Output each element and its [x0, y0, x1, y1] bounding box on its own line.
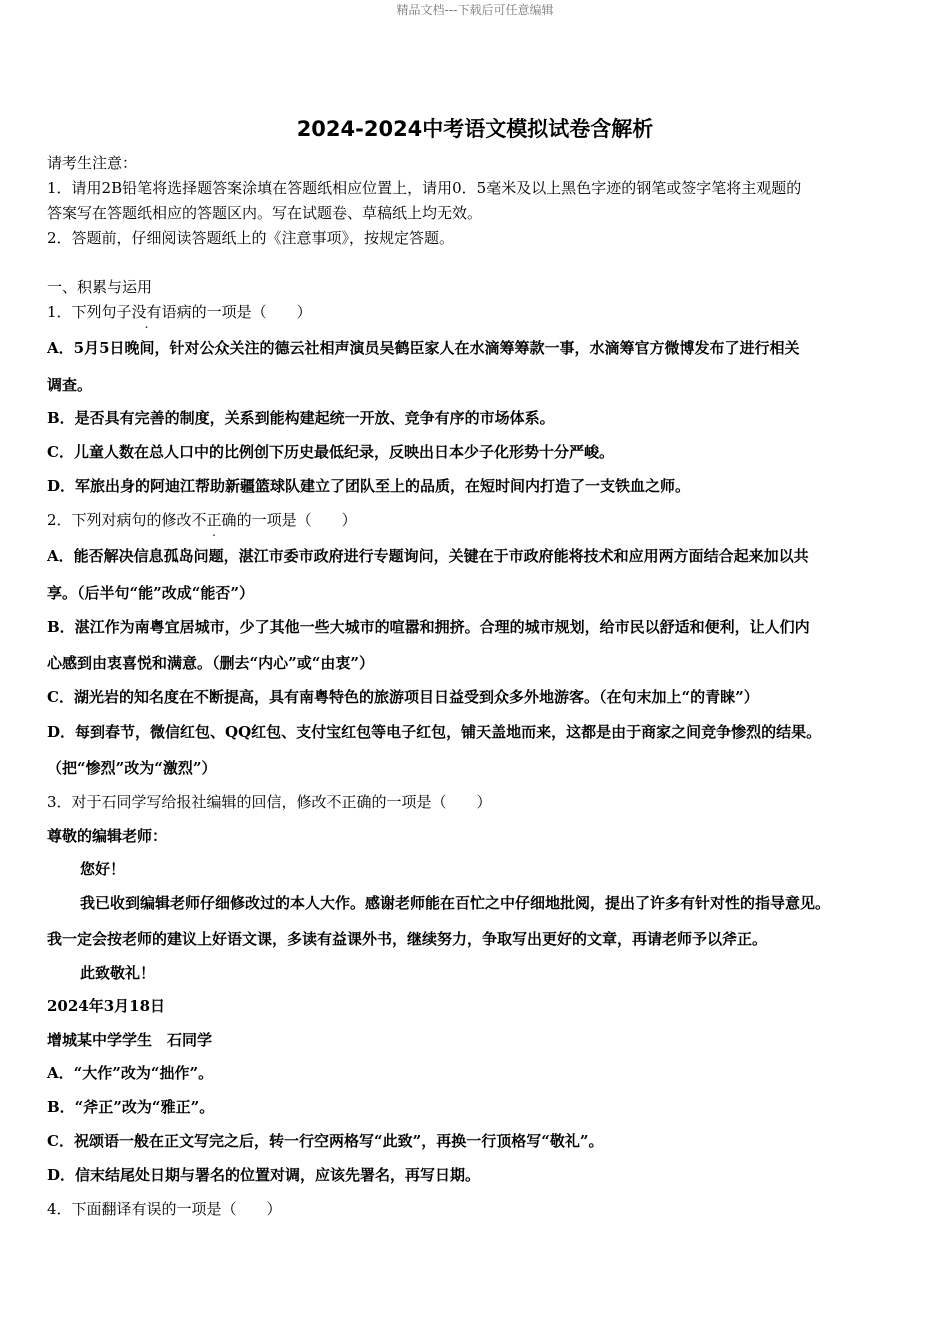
q1-option-a-line-2: 调查。	[47, 376, 93, 394]
q3-option-d: D．信末结尾处日期与署名的位置对调，应该先署名，再写日期。	[47, 1166, 481, 1184]
q2-option-a-line-2: 享。（后半句“能”改成“能否”）	[47, 584, 255, 602]
letter-salutation: 尊敬的编辑老师：	[47, 827, 168, 845]
notice-item-2: 2．答题前，仔细阅读答题纸上的《注意事项》，按规定答题。	[47, 229, 455, 247]
notice-item-1-line-2: 答案写在答题纸相应的答题区内。写在试题卷、草稿纸上均无效。	[47, 204, 483, 222]
notice-item-1-line-1: 1．请用2B铅笔将选择题答案涂填在答题纸相应位置上，请用0．5毫米及以上黑色字迹的钢笔或签字笔将主观题的	[47, 179, 802, 197]
q3-option-c: C．祝颂语一般在正文写完之后，转一行空两格写“此致”，再换一行顶格写“敬礼”。	[47, 1132, 604, 1150]
question-3-stem: 3．对于石同学写给报社编辑的回信，修改不正确的一项是（ ）	[47, 793, 492, 811]
q3-option-a: A．“大作”改为“拙作”。	[47, 1064, 214, 1082]
letter-greeting: 您好！	[80, 860, 126, 878]
letter-body-line-1: 我已收到编辑老师仔细修改过的本人大作。感谢老师能在百忙之中仔细地批阅，提出了许多有针对性的指导意见。	[80, 894, 831, 912]
letter-closing: 此致敬礼！	[80, 964, 156, 982]
q2-option-c: C．湖光岩的知名度在不断提高，具有南粤特色的旅游项目日益受到众多外地游客。（在句末加上“的青睐”）	[47, 688, 759, 706]
q2-option-d-line-1: D．每到春节，微信红包、QQ红包、支付宝红包等电子红包，铺天盖地而来，这都是由于商家之间竞争惨烈的结果。	[47, 723, 822, 741]
emphasis-mark: 没有	[131, 303, 162, 321]
q1-option-b: B．是否具有完善的制度，关系到能构建起统一开放、竞争有序的市场体系。	[47, 409, 555, 427]
section-heading: 一、积累与运用	[47, 278, 153, 296]
q1-option-d: D．军旅出身的阿迪江帮助新疆篮球队建立了团队至上的品质，在短时间内打造了一支铁血之师。	[47, 477, 691, 495]
letter-body-line-2: 我一定会按老师的建议上好语文课，多读有益课外书，继续努力，争取写出更好的文章，再请老师予以斧正。	[47, 930, 768, 948]
notice-heading: 请考生注意：	[47, 154, 138, 172]
question-4-stem: 4．下面翻译有误的一项是（ ）	[47, 1200, 282, 1218]
q1-option-c: C．儿童人数在总人口中的比例创下历史最低纪录，反映出日本少子化形势十分严峻。	[47, 443, 614, 461]
page-header: 精品文档---下载后可任意编辑	[396, 3, 554, 17]
q1-option-a-line-1: A．5月5日晚间，针对公众关注的德云社相声演员吴鹤臣家人在水滴筹筹款一事，水滴筹官方微博发布了进行相关	[47, 339, 800, 357]
letter-date: 2024年3月18日	[47, 997, 166, 1015]
q3-option-b: B．“斧正”改为“雅正”。	[47, 1098, 215, 1116]
q2-option-a-line-1: A．能否解决信息孤岛问题，湛江市委市政府进行专题询问，关键在于市政府能将技术和应用两方面结合起来加以共	[47, 547, 809, 565]
q2-option-b-line-2: 心感到由衷喜悦和满意。（删去“内心”或“由衷”）	[47, 654, 375, 672]
letter-signature: 增城某中学学生 石同学	[47, 1031, 213, 1049]
document-title: 2024-2024中考语文模拟试卷含解析	[296, 117, 654, 141]
q2-option-d-line-2: （把“惨烈”改为“激烈”）	[47, 759, 217, 777]
question-2-stem: 2．下列对病句的修改不正确的一项是（ ）	[47, 511, 357, 529]
question-1-stem: 1．下列句子没有语病的一项是（ ）	[47, 303, 312, 321]
emphasis-mark: 不正确	[191, 511, 237, 529]
q2-option-b-line-1: B．湛江作为南粤宜居城市，少了其他一些大城市的喧嚣和拥挤。合理的城市规划，给市民以舒适和便利，让人们内	[47, 618, 810, 636]
